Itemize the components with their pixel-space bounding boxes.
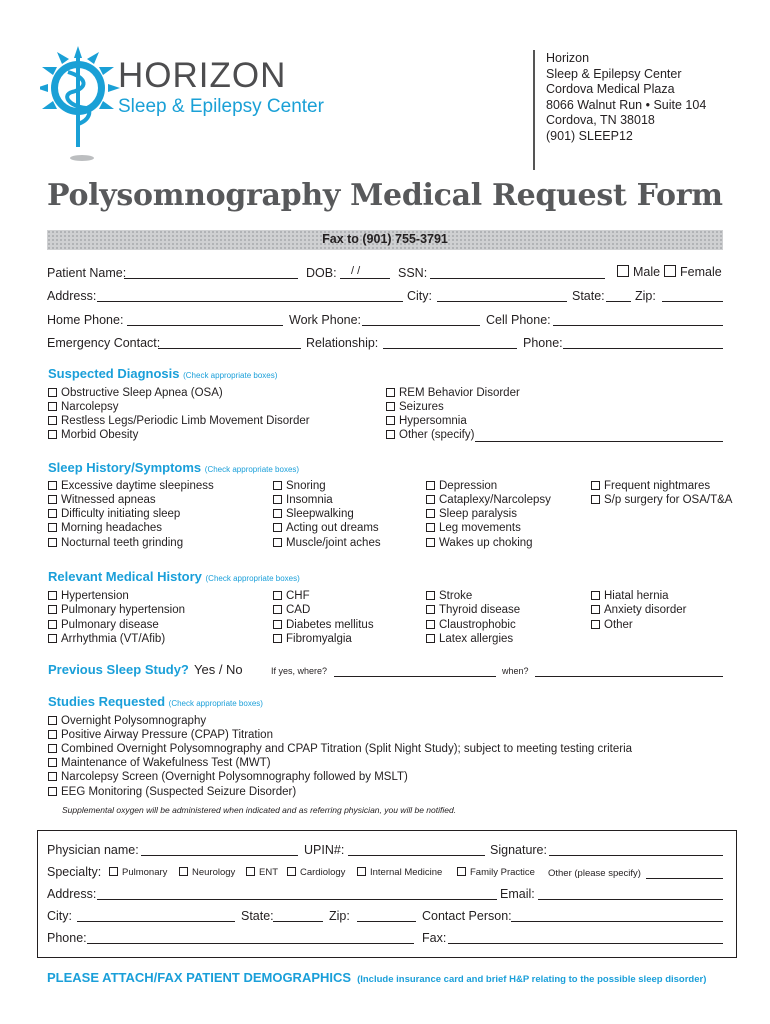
symptom-option[interactable] bbox=[48, 508, 180, 520]
physician-fax-field[interactable] bbox=[448, 942, 723, 944]
address-label: Address: bbox=[47, 289, 97, 303]
previous-study-heading: Previous Sleep Study? bbox=[48, 662, 189, 677]
history-hint: (Check appropriate boxes) bbox=[204, 465, 300, 474]
physician-city-label: City: bbox=[47, 909, 72, 923]
contact-person-label: Contact Person: bbox=[422, 909, 512, 923]
state-label: State: bbox=[572, 289, 605, 303]
diagnosis-heading bbox=[48, 366, 277, 381]
study-option[interactable] bbox=[48, 786, 296, 798]
email-field[interactable] bbox=[538, 898, 723, 900]
checkbox-icon bbox=[273, 591, 282, 600]
checkbox-icon bbox=[48, 591, 57, 600]
checkbox-icon bbox=[246, 867, 255, 876]
diagnosis-option-label: Other (specify) bbox=[399, 429, 475, 441]
study-option[interactable] bbox=[48, 771, 408, 783]
ssn-label: SSN: bbox=[398, 266, 428, 280]
patient-name-field[interactable] bbox=[124, 277, 298, 279]
medical-option[interactable] bbox=[591, 604, 686, 616]
medical-option[interactable] bbox=[48, 619, 159, 631]
logo-subtitle: Sleep & Epilepsy Center bbox=[118, 96, 324, 117]
footer-main: PLEASE ATTACH/FAX PATIENT DEMOGRAPHICS bbox=[47, 970, 352, 985]
state-field[interactable] bbox=[606, 300, 631, 302]
checkbox-icon bbox=[48, 481, 57, 490]
checkbox-icon bbox=[48, 634, 57, 643]
medical-option[interactable] bbox=[48, 604, 185, 616]
diagnosis-option-label: Seizures bbox=[399, 401, 444, 413]
symptom-label: Frequent nightmares bbox=[604, 480, 711, 492]
diagnosis-option-label: REM Behavior Disorder bbox=[399, 387, 520, 399]
medical-option[interactable] bbox=[273, 633, 352, 645]
address-divider bbox=[533, 50, 535, 170]
physician-fax-label: Fax: bbox=[422, 931, 447, 945]
history-heading bbox=[48, 460, 299, 475]
work-phone-label: Work Phone: bbox=[289, 313, 362, 327]
checkbox-icon bbox=[48, 495, 57, 504]
specialty-option-label: Internal Medicine bbox=[370, 867, 443, 878]
medical-label: Hypertension bbox=[61, 590, 129, 602]
medical-option[interactable] bbox=[48, 633, 165, 645]
cell-phone-label: Cell Phone: bbox=[486, 313, 551, 327]
address-line: 8066 Walnut Run • Suite 104 bbox=[546, 97, 707, 112]
medical-label: Anxiety disorder bbox=[604, 604, 687, 616]
checkbox-icon bbox=[48, 509, 57, 518]
dob-label: DOB: bbox=[306, 266, 337, 280]
physician-phone-field[interactable] bbox=[87, 942, 414, 944]
checkbox-icon bbox=[426, 523, 435, 532]
diagnosis-option[interactable] bbox=[386, 429, 474, 441]
symptom-option[interactable] bbox=[273, 480, 326, 492]
upin-field[interactable] bbox=[348, 854, 485, 856]
symptom-label: Snoring bbox=[286, 480, 326, 492]
emergency-contact-label: Emergency Contact: bbox=[47, 336, 161, 350]
address-line: Sleep & Epilepsy Center bbox=[546, 66, 682, 81]
zip-label: Zip: bbox=[635, 289, 656, 303]
symptom-label: Wakes up choking bbox=[439, 537, 533, 549]
checkbox-icon bbox=[426, 538, 435, 547]
checkbox-icon bbox=[426, 634, 435, 643]
emergency-phone-label: Phone: bbox=[523, 336, 563, 350]
checkbox-icon bbox=[48, 430, 57, 439]
studies-heading bbox=[48, 694, 263, 709]
specialty-other-label: Other (please specify) bbox=[548, 868, 641, 879]
checkbox-icon bbox=[48, 388, 57, 397]
specialty-option[interactable] bbox=[246, 867, 278, 878]
symptom-option[interactable] bbox=[48, 522, 162, 534]
home-phone-label: Home Phone: bbox=[47, 313, 124, 327]
checkbox-icon bbox=[273, 523, 282, 532]
email-label: Email: bbox=[500, 887, 535, 901]
symptom-option[interactable] bbox=[426, 522, 521, 534]
checkbox-icon bbox=[48, 402, 57, 411]
diagnosis-option-label: Narcolepsy bbox=[61, 401, 119, 413]
specialty-option-label: ENT bbox=[259, 867, 278, 878]
checkbox-icon bbox=[273, 509, 282, 518]
symptom-option[interactable] bbox=[426, 508, 517, 520]
female-checkbox[interactable] bbox=[664, 265, 722, 279]
study-option[interactable] bbox=[48, 757, 271, 769]
physician-address-field[interactable] bbox=[97, 898, 497, 900]
study-label: Combined Overnight Polysomnography and CPAP Titration (Split Night Study); subject to meeting testing criteria bbox=[61, 743, 633, 755]
when-label: when? bbox=[502, 666, 529, 676]
footer-notice bbox=[47, 970, 706, 985]
physician-name-label: Physician name: bbox=[47, 843, 139, 857]
diagnosis-option-label: Morbid Obesity bbox=[61, 429, 139, 441]
specialty-other-field[interactable] bbox=[646, 877, 723, 879]
dob-field[interactable] bbox=[340, 277, 390, 279]
where-field[interactable] bbox=[334, 675, 496, 677]
footer-note: (Include insurance card and brief H&P relating to the possible sleep disorder) bbox=[357, 974, 707, 985]
dob-separators: / / bbox=[351, 265, 361, 277]
diagnosis-option[interactable] bbox=[386, 401, 444, 413]
checkbox-icon bbox=[179, 867, 188, 876]
checkbox-icon bbox=[48, 538, 57, 547]
medical-option[interactable] bbox=[591, 619, 633, 631]
checkbox-icon bbox=[48, 716, 57, 725]
medical-label: Thyroid disease bbox=[439, 604, 521, 616]
symptom-label: Leg movements bbox=[439, 522, 521, 534]
address-line: (901) SLEEP12 bbox=[546, 128, 633, 143]
symptom-label: Sleep paralysis bbox=[439, 508, 517, 520]
physician-address-label: Address: bbox=[47, 887, 97, 901]
diagnosis-option[interactable] bbox=[48, 415, 310, 427]
study-label: Positive Airway Pressure (CPAP) Titration bbox=[61, 729, 273, 741]
symptom-label: Cataplexy/Narcolepsy bbox=[439, 494, 551, 506]
specialty-option-label: Pulmonary bbox=[122, 867, 168, 878]
checkbox-icon bbox=[591, 591, 600, 600]
checkbox-icon bbox=[591, 495, 600, 504]
diagnosis-option-label: Restless Legs/Periodic Limb Movement Disorder bbox=[61, 415, 310, 427]
male-label: Male bbox=[633, 265, 661, 279]
medical-hint: (Check appropriate boxes) bbox=[205, 574, 300, 583]
diagnosis-option-label: Obstructive Sleep Apnea (OSA) bbox=[61, 387, 223, 399]
patient-name-label: Patient Name: bbox=[47, 266, 127, 280]
medical-label: Pulmonary hypertension bbox=[61, 604, 186, 616]
checkbox-icon bbox=[48, 787, 57, 796]
diagnosis-title: Suspected Diagnosis bbox=[48, 366, 180, 381]
checkbox-icon bbox=[48, 416, 57, 425]
address-line: Cordova, TN 38018 bbox=[546, 113, 655, 127]
symptom-option[interactable] bbox=[273, 494, 333, 506]
diagnosis-hint: (Check appropriate boxes) bbox=[183, 371, 278, 380]
studies-title: Studies Requested bbox=[48, 694, 166, 709]
medical-label: Claustrophobic bbox=[439, 619, 516, 631]
checkbox-icon bbox=[48, 605, 57, 614]
checkbox-icon bbox=[273, 634, 282, 643]
when-field[interactable] bbox=[535, 675, 723, 677]
checkbox-icon bbox=[386, 430, 395, 439]
diagnosis-option[interactable] bbox=[48, 401, 119, 413]
relationship-field[interactable] bbox=[383, 347, 517, 349]
medical-label: CHF bbox=[286, 590, 310, 602]
male-checkbox[interactable] bbox=[617, 265, 660, 279]
study-label: Narcolepsy Screen (Overnight Polysomnography followed by MSLT) bbox=[61, 771, 408, 783]
city-field[interactable] bbox=[437, 300, 567, 302]
oxygen-note: Supplemental oxygen will be administered when indicated and as referring physician, you will be notified. bbox=[62, 805, 457, 815]
symptom-option[interactable] bbox=[591, 480, 710, 492]
signature-field[interactable] bbox=[549, 854, 723, 856]
checkbox-icon bbox=[273, 538, 282, 547]
symptom-label: Difficulty initiating sleep bbox=[61, 508, 181, 520]
symptom-label: Sleepwalking bbox=[286, 508, 354, 520]
medical-option[interactable] bbox=[426, 604, 520, 616]
symptom-label: Insomnia bbox=[286, 494, 333, 506]
medical-option[interactable] bbox=[273, 590, 310, 602]
physician-city-field[interactable] bbox=[77, 920, 235, 922]
symptom-option[interactable] bbox=[426, 537, 533, 549]
symptom-option[interactable] bbox=[48, 494, 156, 506]
symptom-label: Acting out dreams bbox=[286, 522, 379, 534]
medical-option[interactable] bbox=[273, 619, 374, 631]
study-option[interactable] bbox=[48, 715, 206, 727]
medical-label: Arrhythmia (VT/Afib) bbox=[61, 633, 166, 645]
home-phone-field[interactable] bbox=[127, 324, 283, 326]
checkbox-icon bbox=[591, 481, 600, 490]
checkbox-icon bbox=[48, 523, 57, 532]
city-label: City: bbox=[407, 289, 432, 303]
medical-label: Diabetes mellitus bbox=[286, 619, 374, 631]
emergency-contact-field[interactable] bbox=[158, 347, 301, 349]
fax-banner bbox=[47, 230, 723, 250]
medical-label: Stroke bbox=[439, 590, 473, 602]
checkbox-icon bbox=[287, 867, 296, 876]
symptom-label: Nocturnal teeth grinding bbox=[61, 537, 184, 549]
checkbox-icon bbox=[273, 605, 282, 614]
physician-zip-label: Zip: bbox=[329, 909, 350, 923]
work-phone-field[interactable] bbox=[362, 324, 480, 326]
symptom-label: Witnessed apneas bbox=[61, 494, 156, 506]
study-label: Overnight Polysomnography bbox=[61, 715, 207, 727]
studies-hint: (Check appropriate boxes) bbox=[168, 699, 263, 708]
medical-label: Fibromyalgia bbox=[286, 633, 352, 645]
specialty-option[interactable] bbox=[457, 867, 535, 878]
physician-phone-label: Phone: bbox=[47, 931, 87, 945]
checkbox-icon bbox=[273, 481, 282, 490]
ssn-field[interactable] bbox=[430, 277, 605, 279]
checkbox-icon bbox=[48, 620, 57, 629]
checkbox-icon bbox=[664, 265, 676, 277]
specialty-option[interactable] bbox=[357, 867, 442, 878]
diagnosis-option[interactable] bbox=[48, 429, 138, 441]
diagnosis-option[interactable] bbox=[48, 387, 223, 399]
medical-option[interactable] bbox=[48, 590, 129, 602]
study-option[interactable] bbox=[48, 729, 273, 741]
address-line: Cordova Medical Plaza bbox=[546, 82, 675, 96]
diagnosis-other-field[interactable] bbox=[475, 440, 723, 442]
diagnosis-option-label: Hypersomnia bbox=[399, 415, 467, 427]
symptom-option[interactable] bbox=[273, 537, 381, 549]
checkbox-icon bbox=[386, 388, 395, 397]
specialty-label: Specialty: bbox=[47, 865, 102, 879]
medical-option[interactable] bbox=[273, 604, 310, 616]
where-label: If yes, where? bbox=[271, 666, 328, 676]
medical-label: CAD bbox=[286, 604, 311, 616]
checkbox-icon bbox=[386, 402, 395, 411]
symptom-label: Muscle/joint aches bbox=[286, 537, 381, 549]
contact-person-field[interactable] bbox=[511, 920, 723, 922]
checkbox-icon bbox=[591, 605, 600, 614]
symptom-option[interactable] bbox=[48, 480, 214, 492]
female-label: Female bbox=[680, 265, 722, 279]
specialty-option[interactable] bbox=[179, 867, 235, 878]
symptom-option[interactable] bbox=[426, 480, 497, 492]
symptom-option[interactable] bbox=[426, 494, 551, 506]
medical-label: Hiatal hernia bbox=[604, 590, 669, 602]
checkbox-icon bbox=[386, 416, 395, 425]
medical-option[interactable] bbox=[426, 633, 513, 645]
checkbox-icon bbox=[426, 591, 435, 600]
study-option[interactable] bbox=[48, 743, 632, 755]
checkbox-icon bbox=[357, 867, 366, 876]
study-label: EEG Monitoring (Suspected Seizure Disorder) bbox=[61, 786, 297, 798]
symptom-label: S/p surgery for OSA/T&A bbox=[604, 494, 733, 506]
specialty-option-label: Neurology bbox=[192, 867, 236, 878]
specialty-option[interactable] bbox=[287, 867, 345, 878]
symptom-option[interactable] bbox=[48, 537, 183, 549]
checkbox-icon bbox=[48, 772, 57, 781]
checkbox-icon bbox=[48, 758, 57, 767]
physician-name-field[interactable] bbox=[141, 854, 298, 856]
checkbox-icon bbox=[273, 495, 282, 504]
symptom-label: Depression bbox=[439, 480, 498, 492]
symptom-option[interactable] bbox=[591, 494, 732, 506]
checkbox-icon bbox=[457, 867, 466, 876]
upin-label: UPIN#: bbox=[304, 843, 345, 857]
checkbox-icon bbox=[426, 481, 435, 490]
checkbox-icon bbox=[109, 867, 118, 876]
medical-label: Pulmonary disease bbox=[61, 619, 159, 631]
checkbox-icon bbox=[426, 620, 435, 629]
cell-phone-field[interactable] bbox=[553, 324, 723, 326]
symptom-option[interactable] bbox=[273, 522, 379, 534]
diagnosis-option[interactable] bbox=[386, 415, 467, 427]
checkbox-icon bbox=[48, 730, 57, 739]
checkbox-icon bbox=[426, 509, 435, 518]
medical-label: Other bbox=[604, 619, 633, 631]
medical-title: Relevant Medical History bbox=[48, 569, 202, 584]
medical-label: Latex allergies bbox=[439, 633, 514, 645]
history-title: Sleep History/Symptoms bbox=[48, 460, 202, 475]
medical-option[interactable] bbox=[426, 619, 516, 631]
physician-zip-field[interactable] bbox=[357, 920, 416, 922]
physician-state-label: State: bbox=[241, 909, 274, 923]
address-field[interactable] bbox=[97, 300, 403, 302]
medical-option[interactable] bbox=[591, 590, 669, 602]
diagnosis-option[interactable] bbox=[386, 387, 520, 399]
checkbox-icon bbox=[48, 744, 57, 753]
medical-option[interactable] bbox=[426, 590, 472, 602]
fax-number: Fax to (901) 755-3791 bbox=[322, 232, 448, 246]
previous-study-yes-no[interactable]: Yes / No bbox=[194, 662, 243, 677]
specialty-option[interactable] bbox=[109, 867, 167, 878]
form-title: Polysomnography Medical Request Form bbox=[47, 178, 723, 213]
physician-section bbox=[37, 830, 737, 958]
symptom-label: Excessive daytime sleepiness bbox=[61, 480, 214, 492]
checkbox-icon bbox=[426, 605, 435, 614]
specialty-option-label: Cardiology bbox=[300, 867, 346, 878]
symptom-label: Morning headaches bbox=[61, 522, 163, 534]
clinic-address bbox=[546, 51, 706, 144]
medical-heading bbox=[48, 569, 300, 584]
zip-field[interactable] bbox=[662, 300, 723, 302]
checkbox-icon bbox=[617, 265, 629, 277]
logo-name: HORIZON bbox=[118, 56, 287, 95]
address-line: Horizon bbox=[546, 51, 590, 65]
checkbox-icon bbox=[591, 620, 600, 629]
symptom-option[interactable] bbox=[273, 508, 354, 520]
signature-label: Signature: bbox=[490, 843, 547, 857]
physician-state-field[interactable] bbox=[273, 920, 323, 922]
specialty-option-label: Family Practice bbox=[470, 867, 535, 878]
checkbox-icon bbox=[273, 620, 282, 629]
emergency-phone-field[interactable] bbox=[563, 347, 723, 349]
study-label: Maintenance of Wakefulness Test (MWT) bbox=[61, 757, 271, 769]
checkbox-icon bbox=[426, 495, 435, 504]
relationship-label: Relationship: bbox=[306, 336, 379, 350]
